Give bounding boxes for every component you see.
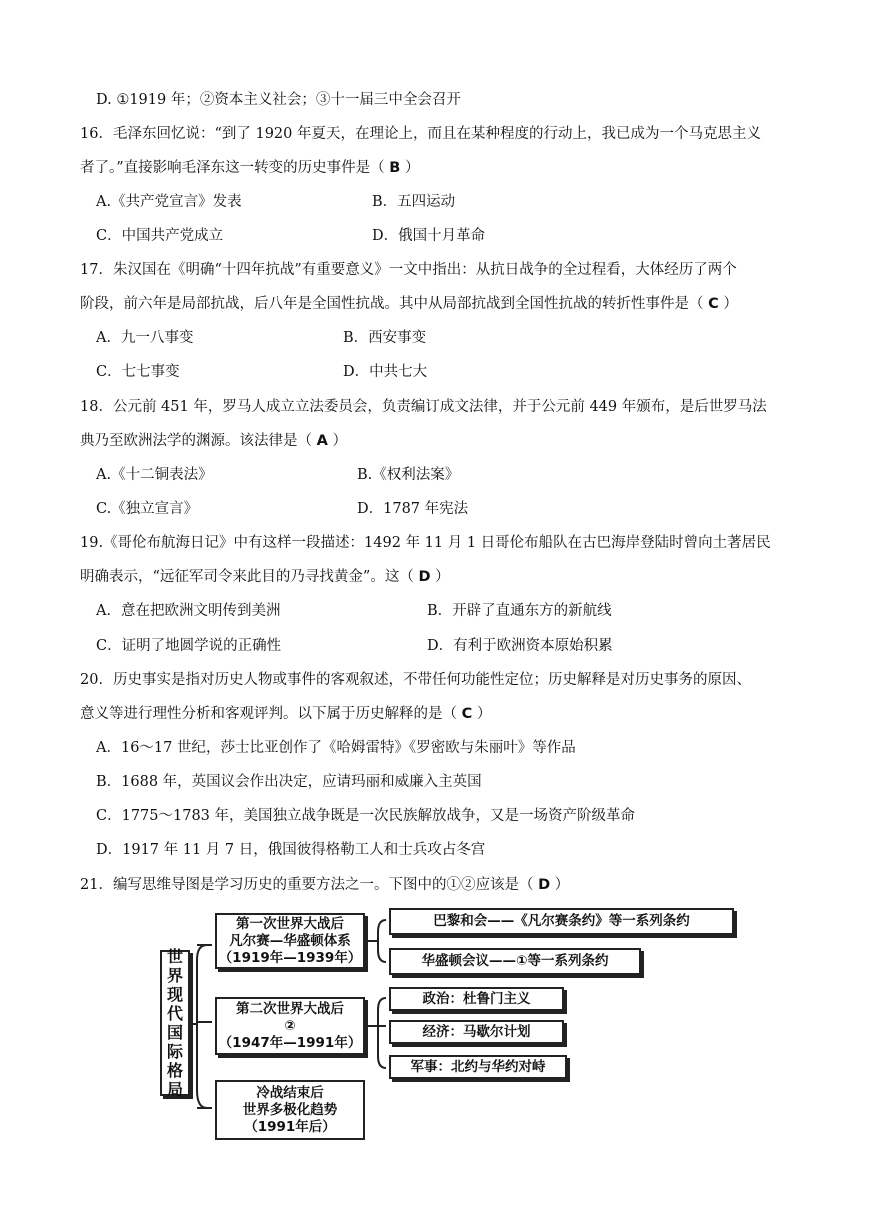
q21-close-paren: ）	[550, 877, 570, 893]
child-paris-conference: 巴黎和会——《凡尔赛条约》等一系列条约	[389, 908, 734, 935]
q16-answer: B	[389, 160, 401, 176]
root-char: 局	[166, 1080, 183, 1099]
q16-option-d: D．俄国十月革命	[372, 228, 486, 244]
mind-map-root-box	[160, 947, 190, 1099]
q17-option-d: D．中共七大	[343, 364, 428, 380]
q18-answer: A	[316, 433, 328, 449]
q17-close-paren: ）	[718, 296, 738, 312]
period-1-system: 凡尔赛—华盛顿体系	[229, 932, 351, 949]
child-politics: 政治：杜鲁门主义	[389, 987, 564, 1011]
q18-stem-line1: 18．公元前 451 年，罗马人成立立法委员会，负责编订成文法律，并于公元前 449 年颁布，是后世罗马法	[80, 399, 767, 415]
q20-close-paren: ）	[472, 706, 492, 722]
period-1-title: 第一次世界大战后	[236, 915, 344, 932]
q17-option-a: A．九一八事变	[96, 330, 194, 346]
root-char: 世	[166, 947, 183, 966]
q16-close-paren: ）	[400, 160, 420, 176]
child-economy: 经济：马歇尔计划	[389, 1020, 564, 1044]
q19-option-a: A．意在把欧洲文明传到美洲	[96, 603, 281, 619]
root-char: 现	[166, 985, 183, 1004]
q16-stem-line1: 16．毛泽东回忆说：“到了 1920 年夏天，在理论上，而且在某种程度的行动上，我已成为一个马克思主义	[80, 126, 761, 142]
q19-stem-line1: 19.《哥伦布航海日记》中有这样一段描述：1492 年 11 月 1 日哥伦布船队在古巴海岸登陆时曾向土著居民	[80, 535, 771, 551]
q18-close-paren: ）	[327, 433, 347, 449]
period-3-years: （1991年后）	[244, 1118, 336, 1135]
q18-option-a: A.《十二铜表法》	[96, 467, 213, 483]
period-3-trend: 世界多极化趋势	[242, 1101, 338, 1118]
period-2-years: （1947年—1991年）	[218, 1034, 362, 1051]
q16-option-b: B．五四运动	[372, 194, 456, 210]
q19-option-c: C．证明了地圆学说的正确性	[96, 638, 282, 654]
q19-stem-text: 明确表示，“远征军司令来此目的乃寻找黄金”。这（	[80, 569, 419, 585]
q19-close-paren: ）	[430, 569, 450, 585]
period-2-box	[215, 997, 365, 1055]
q20-option-c: C．1775～1783 年，美国独立战争既是一次民族解放战争，又是一场资产阶级革命	[96, 808, 636, 824]
q15-option-d: D. ①1919 年；②资本主义社会；③十一届三中全会召开	[96, 92, 461, 108]
q20-option-b: B．1688 年，英国议会作出决定，应请玛丽和威廉入主英国	[96, 774, 482, 790]
period-2-blank: ②	[284, 1017, 296, 1034]
period-1-years: （1919年—1939年）	[218, 949, 362, 966]
root-char: 国	[166, 1023, 183, 1042]
q20-option-d: D．1917 年 11 月 7 日，俄国彼得格勒工人和士兵攻占冬宫	[96, 842, 486, 858]
period-2-title: 第二次世界大战后	[236, 1000, 344, 1017]
q18-option-c: C.《独立宣言》	[96, 501, 199, 517]
period-3-title: 冷战结束后	[256, 1084, 324, 1101]
q18-option-d: D．1787 年宪法	[357, 501, 469, 517]
q19-option-d: D．有利于欧洲资本原始积累	[427, 638, 613, 654]
root-char: 代	[166, 1004, 183, 1023]
q20-stem-line1: 20．历史事实是指对历史人物或事件的客观叙述，不带任何功能性定位；历史解释是对历史事务的原因、	[80, 672, 751, 688]
q17-answer: C	[708, 296, 719, 312]
q17-stem-text: 阶段，前六年是局部抗战，后八年是全国性抗战。其中从局部抗战到全国性抗战的转折性事件是（	[80, 296, 709, 312]
q20-stem-text: 意义等进行理性分析和客观评判。以下属于历史解释的是（	[80, 706, 462, 722]
q21-answer: D	[538, 877, 551, 893]
q17-option-c: C．七七事变	[96, 364, 180, 380]
period-3-box	[215, 1080, 365, 1140]
q20-answer: C	[461, 706, 473, 722]
q18-option-b: B.《权利法案》	[357, 467, 460, 483]
root-char: 界	[166, 966, 183, 985]
q18-stem-text: 典乃至欧洲法学的渊源。该法律是（	[80, 433, 317, 449]
q16-option-a: A.《共产党宣言》发表	[96, 194, 242, 210]
q16-stem-text: 者了。”直接影响毛泽东这一转变的历史事件是（	[80, 160, 390, 176]
child-military: 军事：北约与华约对峙	[389, 1055, 567, 1079]
q16-option-c: C．中国共产党成立	[96, 228, 224, 244]
root-char: 格	[166, 1061, 183, 1080]
q20-option-a: A．16～17 世纪，莎士比亚创作了《哈姆雷特》《罗密欧与朱丽叶》等作品	[96, 740, 576, 756]
root-char: 际	[166, 1042, 183, 1061]
child-washington-conference: 华盛顿会议——①等一系列条约	[389, 948, 641, 975]
q21-stem-text: 21．编写思维导图是学习历史的重要方法之一。下图中的①②应该是（	[80, 877, 539, 893]
q19-answer: D	[418, 569, 431, 585]
period-1-box	[215, 913, 365, 969]
q17-stem-line1: 17．朱汉国在《明确“十四年抗战”有重要意义》一文中指出：从抗日战争的全过程看，大体经历了两个	[80, 262, 737, 278]
q19-option-b: B．开辟了直通东方的新航线	[427, 603, 612, 619]
q17-option-b: B．西安事变	[343, 330, 427, 346]
